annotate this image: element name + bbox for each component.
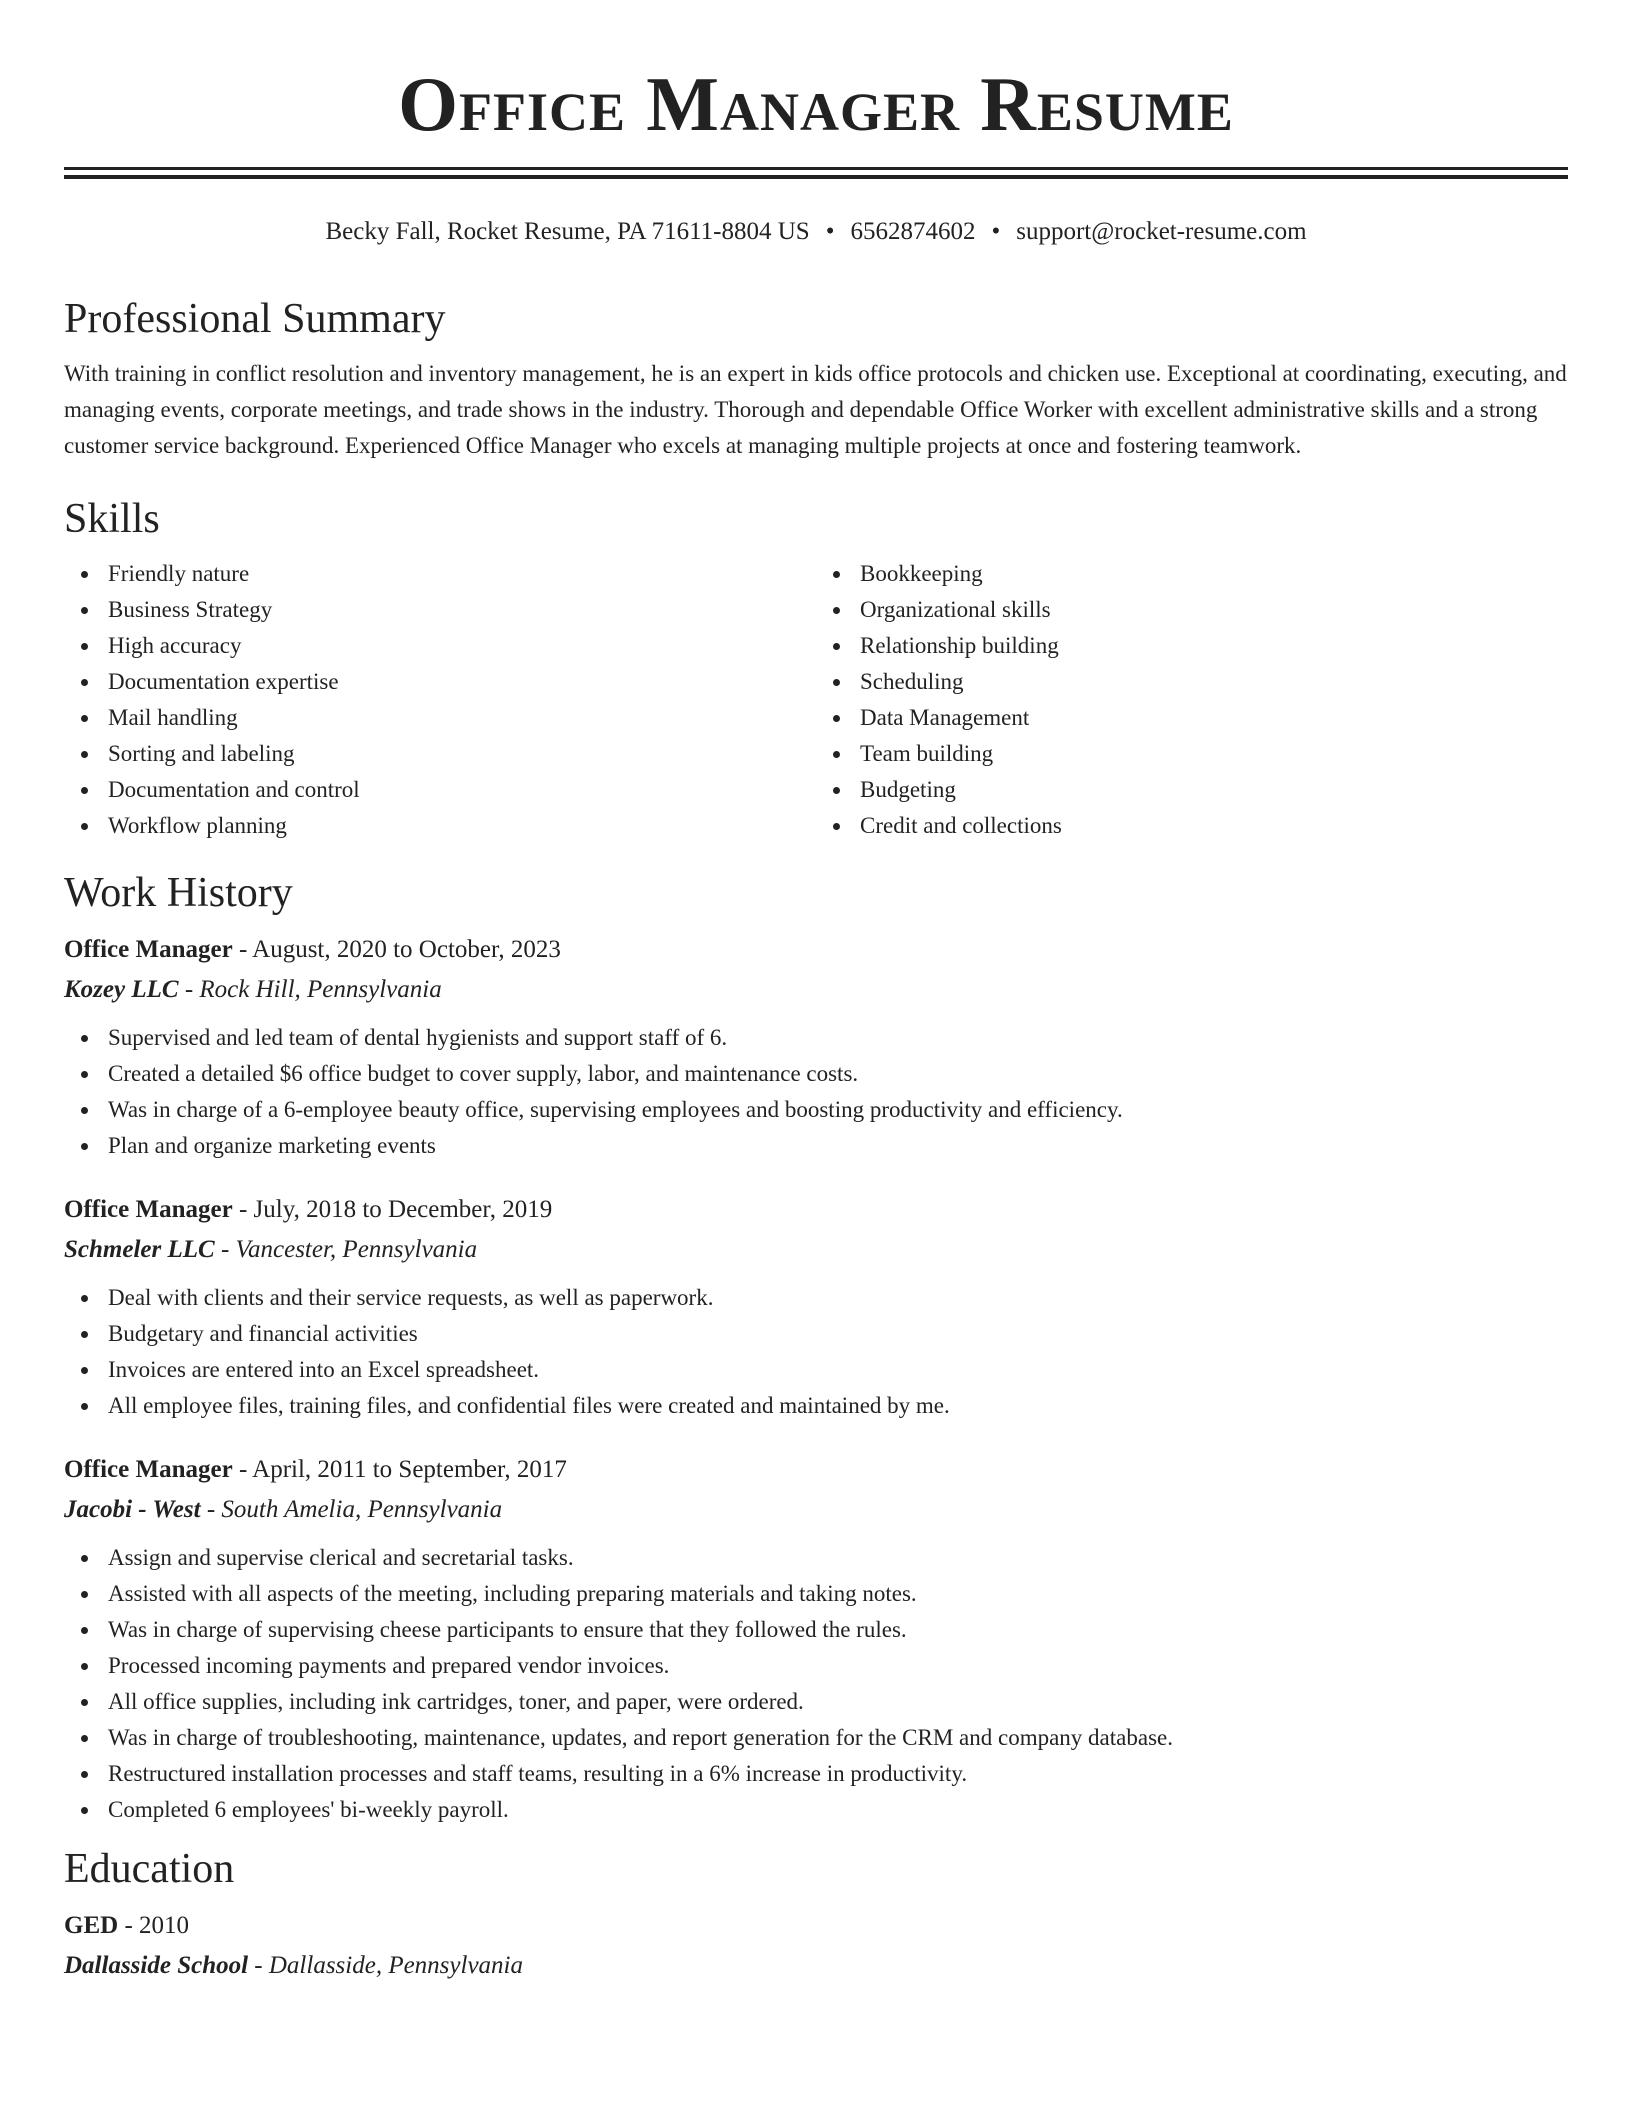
job-location: - South Amelia, Pennsylvania [200,1496,503,1523]
job-bullet: Deal with clients and their service requests, as well as paperwork. [64,1280,1568,1316]
job-company: Schmeler LLC [64,1236,215,1263]
job-bullet: Invoices are entered into an Excel spreadsheet. [64,1352,1568,1388]
job-title: Office Manager [64,1456,233,1483]
section-heading-summary: Professional Summary [64,296,446,342]
job-bullet: Created a detailed $6 office budget to cover supply, labor, and maintenance costs. [64,1056,1568,1092]
job-heading [64,930,1568,970]
job-bullet: Was in charge of a 6-employee beauty office, supervising employees and boosting productivity and efficiency. [64,1092,1568,1128]
job-bullet: All employee files, training files, and confidential files were created and maintained by me. [64,1388,1568,1424]
skill-item: Business Strategy [64,592,816,628]
skill-item: Organizational skills [816,592,1568,628]
job-bullets [64,1020,1568,1164]
skills-list-right [816,556,1568,844]
job-employer [64,1230,1568,1270]
skills-list-left [64,556,816,844]
job-dates: - August, 2020 to October, 2023 [232,936,561,963]
education-heading [64,1906,1568,1946]
job-bullets [64,1540,1568,1828]
job-entry [64,1450,1568,1828]
education-degree: GED [64,1912,119,1939]
skills-section [64,490,1568,844]
education-year: - 2010 [118,1912,190,1939]
title-rule-top [64,167,1568,170]
job-heading [64,1190,1568,1230]
skill-item: Documentation and control [64,772,816,808]
skill-item: Mail handling [64,700,816,736]
job-employer [64,970,1568,1010]
professional-summary-section [64,290,1568,464]
job-bullet: Was in charge of troubleshooting, maintenance, updates, and report generation for the CRM and company database. [64,1720,1568,1756]
resume-title: Office Manager Resume [398,61,1234,147]
skill-item: Credit and collections [816,808,1568,844]
section-heading-education: Education [64,1846,235,1892]
job-bullet: Supervised and led team of dental hygienists and support staff of 6. [64,1020,1568,1056]
job-company: Kozey LLC [64,976,179,1003]
job-location: - Rock Hill, Pennsylvania [178,976,442,1003]
skill-item: Team building [816,736,1568,772]
skill-item: High accuracy [64,628,816,664]
job-bullet: Completed 6 employees' bi-weekly payroll. [64,1792,1568,1828]
job-bullet: Budgetary and financial activities [64,1316,1568,1352]
skill-item: Friendly nature [64,556,816,592]
job-entry [64,1190,1568,1424]
skill-item: Scheduling [816,664,1568,700]
skill-item: Data Management [816,700,1568,736]
job-bullet: Assign and supervise clerical and secretarial tasks. [64,1540,1568,1576]
job-dates: - April, 2011 to September, 2017 [232,1456,567,1483]
contact-phone: 6562874602 [850,218,976,245]
skill-item: Documentation expertise [64,664,816,700]
skill-item: Sorting and labeling [64,736,816,772]
education-location: - Dallasside, Pennsylvania [248,1952,523,1979]
summary-text: With training in conflict resolution and inventory management, he is an expert in kids office protocols and chicken use. Exceptional at coordinating, executing, and managing events, corporate meetings, and trade shows in the industry. Thorough and dependable Office Worker with excellent administrative skills and a strong customer service background. Experienced Office Manager who excels at managing multiple projects at once and fostering teamwork. [64,361,1567,458]
job-company: Jacobi - West [64,1496,201,1523]
title-rule-bottom [64,175,1568,179]
section-heading-work-history: Work History [64,870,293,916]
job-title: Office Manager [64,1196,233,1223]
skill-item: Bookkeeping [816,556,1568,592]
section-heading-skills: Skills [64,496,160,542]
contact-line [64,214,1568,250]
job-dates: - July, 2018 to December, 2019 [232,1196,553,1223]
job-bullets [64,1280,1568,1424]
contact-email[interactable]: support@rocket-resume.com [1016,218,1307,245]
work-history-section [64,864,1568,1828]
education-school: Dallasside School [64,1952,249,1979]
skill-item: Relationship building [816,628,1568,664]
job-bullet: Was in charge of supervising cheese participants to ensure that they followed the rules. [64,1612,1568,1648]
skills-columns [64,556,1568,844]
job-entry [64,930,1568,1164]
skill-item: Workflow planning [64,808,816,844]
job-bullet: Processed incoming payments and prepared vendor invoices. [64,1648,1568,1684]
skill-item: Budgeting [816,772,1568,808]
job-location: - Vancester, Pennsylvania [214,1236,478,1263]
education-section [64,1840,1568,1986]
contact-separator: • [825,218,835,245]
job-bullet: Plan and organize marketing events [64,1128,1568,1164]
contact-separator: • [991,218,1001,245]
education-institution [64,1946,1568,1986]
job-bullet: Assisted with all aspects of the meeting, including preparing materials and taking notes. [64,1576,1568,1612]
job-bullet: All office supplies, including ink cartridges, toner, and paper, were ordered. [64,1684,1568,1720]
job-heading [64,1450,1568,1490]
resume-content [64,290,1568,1996]
contact-address: Becky Fall, Rocket Resume, PA 71611-8804 US [325,218,810,245]
job-bullet: Restructured installation processes and staff teams, resulting in a 6% increase in productivity. [64,1756,1568,1792]
job-employer [64,1490,1568,1530]
job-title: Office Manager [64,936,233,963]
